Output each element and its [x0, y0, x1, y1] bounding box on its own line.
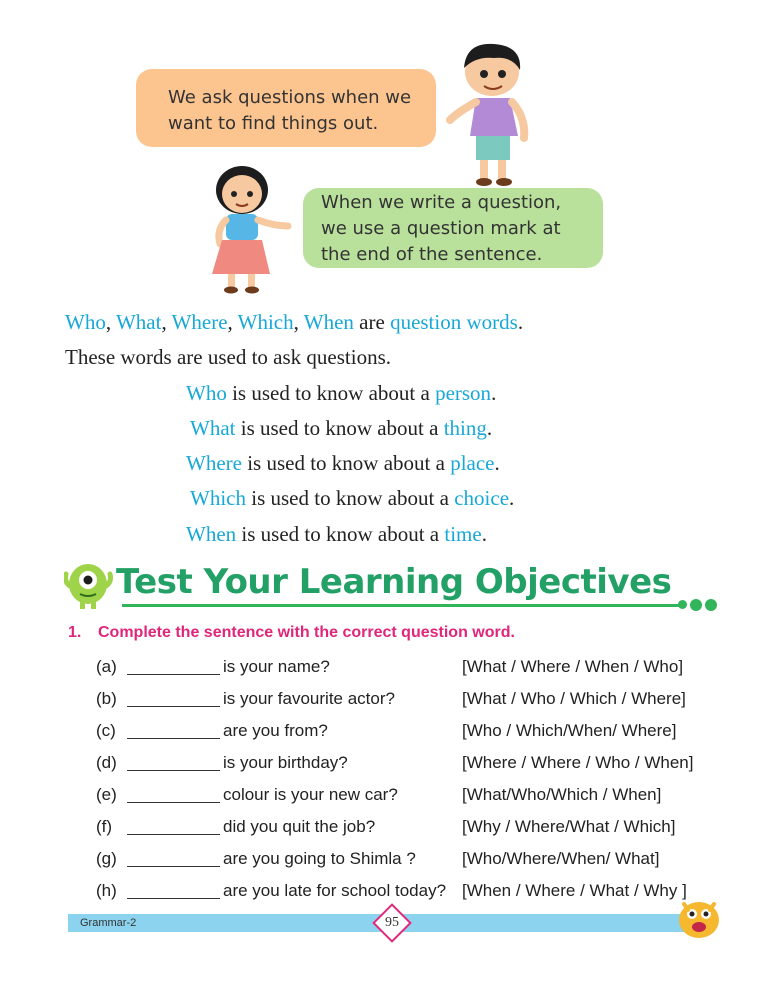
page-number: 95 — [385, 915, 399, 930]
answer-blank[interactable] — [127, 834, 220, 835]
question-heading — [68, 624, 515, 642]
exercise-sentence: are you going to Shimla ? — [223, 849, 416, 868]
boy-illustration — [440, 38, 540, 188]
exercise-label: (e) — [96, 785, 117, 804]
exercise-row — [96, 657, 716, 683]
question-word: Who — [65, 310, 106, 334]
intro-line-2: These words are used to ask questions. — [65, 345, 392, 369]
underline-dot — [690, 599, 702, 611]
exercise-label: (h) — [96, 881, 117, 900]
title-underline — [122, 604, 682, 607]
exercise-label: (g) — [96, 849, 117, 868]
exercise-options: [Who / Which/When/ Where] — [462, 721, 677, 740]
speech-bubble-orange — [136, 69, 436, 147]
book-title: Grammar-2 — [80, 917, 137, 929]
exercise-row — [96, 721, 716, 747]
answer-blank[interactable] — [127, 802, 220, 803]
exercise-sentence: is your name? — [223, 657, 330, 676]
exercise-label: (c) — [96, 721, 116, 740]
exercise-label: (a) — [96, 657, 117, 676]
exercise-sentence: did you quit the job? — [223, 817, 376, 836]
exercise-label: (f) — [96, 817, 113, 836]
rule-where: Where is used to know about a place. — [186, 451, 500, 475]
exercise-sentence: are you from? — [223, 721, 328, 740]
underline-dot — [705, 599, 717, 611]
exercise-sentence: are you late for school today? — [223, 881, 447, 900]
exercise-options: [Where / Where / Who / When] — [462, 753, 694, 772]
question-word: Where — [171, 310, 228, 334]
exercise-row — [96, 849, 716, 875]
speech-text-green: When we write a question, we use a question mark at the end of the sentence. — [321, 192, 562, 265]
exercise-options: [When / Where / What / Why ] — [462, 881, 687, 900]
exercise-label: (b) — [96, 689, 117, 708]
question-words-term: question words — [390, 310, 518, 334]
answer-blank[interactable] — [127, 770, 220, 771]
exercise-sentence: is your birthday? — [223, 753, 348, 772]
underline-dot — [678, 600, 687, 609]
mascot-monster-icon — [64, 558, 114, 610]
question-word: Which — [237, 310, 294, 334]
rule-when: When is used to know about a time. — [186, 522, 487, 546]
exercise-options: [Why / Where/What / Which] — [462, 817, 676, 836]
exercise-options: [What / Where / When / Who] — [462, 657, 684, 676]
exercise-row — [96, 689, 716, 715]
speech-bubble-green — [303, 188, 603, 268]
exercise-sentence: is your favourite actor? — [223, 689, 395, 708]
exercise-row — [96, 753, 716, 779]
exercise-options: [Who/Where/When/ What] — [462, 849, 660, 868]
intro-line-1: Who, What, Where, Which, When are question words. — [65, 310, 524, 334]
section-title: Test Your Learning Objectives — [116, 562, 672, 602]
exercise-label: (d) — [96, 753, 117, 772]
question-word: What — [115, 310, 162, 334]
question-text: Complete the sentence with the correct question word. — [98, 624, 515, 641]
girl-illustration — [198, 160, 298, 296]
exercise-options: [What/Who/Which / When] — [462, 785, 662, 804]
exercise-row — [96, 817, 716, 843]
exercise-row — [96, 881, 716, 907]
question-number: 1. — [68, 624, 82, 641]
question-word: When — [303, 310, 354, 334]
answer-blank[interactable] — [127, 706, 220, 707]
footer-monster-icon — [676, 896, 722, 940]
rule-which: Which is used to know about a choice. — [190, 486, 515, 510]
answer-blank[interactable] — [127, 738, 220, 739]
answer-blank[interactable] — [127, 674, 220, 675]
rule-what: What is used to know about a thing. — [190, 416, 493, 440]
exercise-options: [What / Who / Which / Where] — [462, 689, 686, 708]
rule-who: Who is used to know about a person. — [186, 381, 497, 405]
answer-blank[interactable] — [127, 898, 220, 899]
speech-text-orange: We ask questions when we want to find things out. — [168, 87, 412, 134]
exercise-sentence: colour is your new car? — [223, 785, 398, 804]
answer-blank[interactable] — [127, 866, 220, 867]
exercise-row — [96, 785, 716, 811]
